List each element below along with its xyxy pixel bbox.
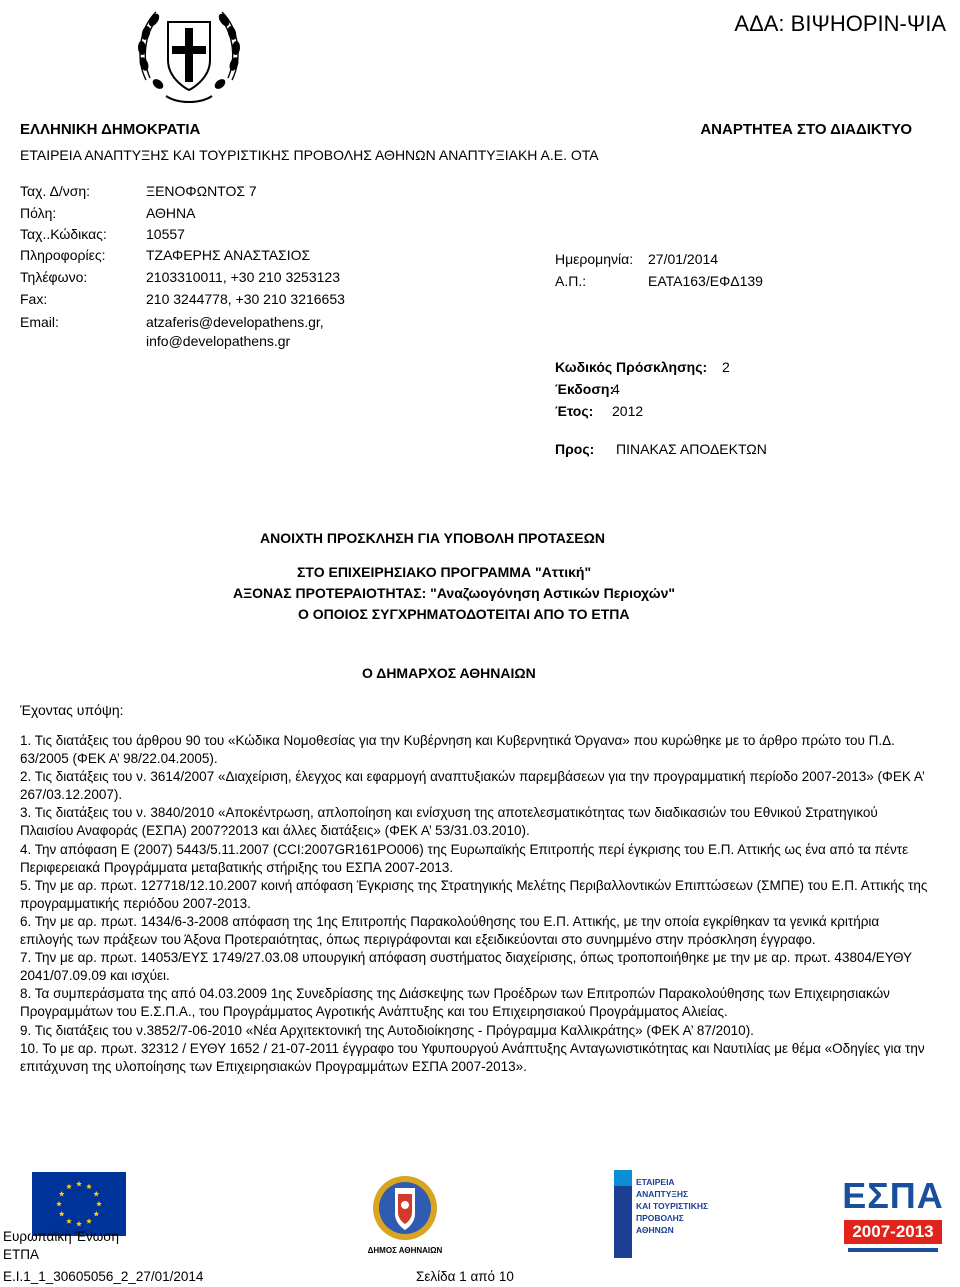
city-label: Πόλη:: [20, 205, 57, 221]
email-label: Email:: [20, 314, 59, 330]
recipient-value: ΠΙΝΑΚΑΣ ΑΠΟΔΕΚΤΩΝ: [616, 441, 767, 457]
address-value: ΞΕΝΟΦΩΝΤΟΣ 7: [146, 183, 257, 199]
ada-identifier: ΑΔΑ: ΒΙΨΗΟΡΙΝ-ΨΙΑ: [734, 11, 946, 36]
etpa-label: ΕΤΠΑ: [3, 1247, 40, 1262]
info-value: ΤΖΑΦΕΡΗΣ ΑΝΑΣΤΑΣΙΟΣ: [146, 247, 311, 263]
year-label: Έτος:: [555, 403, 594, 419]
announcement-line-3: ΑΞΟΝΑΣ ΠΡΟΤΕΡΑΙΟΤΗΤΑΣ: "Αναζωογόνηση Αστικών Περιοχών": [233, 585, 676, 601]
dev-logo-line-5: ΑΘΗΝΩΝ: [636, 1225, 674, 1235]
list-item: 2. Τις διατάξεις του ν. 3614/2007 «Διαχείριση, έλεγχος και εφαρμογή αναπτυξιακών παρεμβάσεων για την προγραμματική περίοδο 2007-2013» (ΦΕΚ Α’ 267/03.12.2007).: [20, 769, 925, 803]
athens-municipality-logo: [362, 1170, 448, 1258]
fax-label: Fax:: [20, 291, 48, 307]
document-code: Ε.Ι.1_1_30605056_2_27/01/2014: [3, 1269, 204, 1284]
mayor-heading: Ο ΔΗΜΑΡΧΟΣ ΑΘΗΝΑΙΩΝ: [362, 665, 536, 681]
eu-label: Ευρωπαϊκή Ένωση: [3, 1229, 120, 1244]
list-item: 10. Το με αρ. πρωτ. 32312 / ΕΥΘΥ 1652 / 21-07-2011 έγγραφο του Υφυπουργού Ανάπτυξης Ανταγωνιστικότητας και Ναυτιλίας με θέμα «Οδηγίες για την επιτάχυνση της υλοποίησης των Επιχειρησιακών Προγραμμάτων ΕΣΠΑ 2007-2013».: [20, 1040, 925, 1074]
list-item: 7. Την με αρ. πρωτ. 14053/ΕΥΣ 1749/27.03.08 υπουργική απόφαση συστήματος διαχείρισης, όπως τροποποιήθηκε με την με αρ. πρωτ. 43804/ΕΥΘΥ 2041/07.09.09 και ισχύει.: [20, 950, 912, 984]
reference-value: ΕΑΤΑ163/ΕΦΔ139: [648, 273, 763, 289]
greek-coat-of-arms: [128, 0, 250, 112]
dev-logo-line-1: ΕΤΑΙΡΕΙΑ: [636, 1177, 675, 1187]
phone-label: Τηλέφωνο:: [20, 269, 88, 285]
list-item: 5. Την με αρ. πρωτ. 127718/12.10.2007 κοινή απόφαση Έγκρισης της Στρατηγικής Μελέτης Περιβαλλοντικών Επιπτώσεων (ΣΜΠΕ) του Ε.Π. Αττικής της προγραμματικής περιόδου 2007-2013.: [20, 877, 928, 911]
email-value-1: atzaferis@developathens.gr,: [146, 314, 324, 330]
considerations-list: [20, 732, 932, 1076]
eu-flag-logo: [32, 1172, 126, 1236]
publish-online-note: ΑΝΑΡΤΗΤΕΑ ΣΤΟ ΔΙΑΔΙΚΤΥΟ: [700, 121, 912, 138]
developathens-logo: [612, 1168, 718, 1260]
zip-label: Ταχ..Κώδικας:: [20, 226, 107, 242]
reference-label: Α.Π.:: [555, 273, 587, 289]
list-item: 6. Την με αρ. πρωτ. 1434/6-3-2008 απόφαση της 1ης Επιτροπής Παρακολούθησης του Ε.Π. Αττικής, με την οποία εγκρίθηκαν τα γενικά κριτήρια επιλογής των πράξεων του Άξονα Προτεραιότητας, όπως περιγράφονται και εξειδικεύονται στο συνημμένο στην πρόσκληση έγγραφο.: [20, 913, 880, 948]
phone-value: 2103310011, +30 210 3253123: [146, 269, 340, 285]
address-label: Ταχ. Δ/νση:: [20, 183, 91, 199]
page-number: Σελίδα 1 από 10: [416, 1269, 514, 1284]
info-label: Πληροφορίες:: [20, 247, 106, 263]
considering-label: Έχοντας υπόψη:: [20, 702, 124, 718]
email-value-2: info@developathens.gr: [146, 333, 291, 349]
list-item: 9. Τις διατάξεις του ν.3852/7-06-2010 «Νέα Αρχιτεκτονική της Αυτοδιοίκησης - Πρόγραμμα Καλλικράτης» (ΦΕΚ Α’ 87/2010).: [20, 1022, 754, 1038]
edition-value: 4: [612, 381, 620, 397]
announcement-line-4: Ο ΟΠΟΙΟΣ ΣΥΓΧΡΗΜΑΤΟΔΟΤΕΙΤΑΙ ΑΠΟ ΤΟ ΕΤΠΑ: [298, 606, 630, 622]
city-value: ΑΘΗΝΑ: [146, 205, 196, 221]
espa-logo-years: 2007-2013: [844, 1220, 942, 1244]
list-item: 8. Τα συμπεράσματα της από 04.03.2009 1ης Συνεδρίασης της Διάσκεψης των Προέδρων των Επιτροπών Παρακολούθησης των Επιχειρησιακών Προγραμμάτων του Ε.Σ.Π.Α., του Προγράμματος Αγροτικής Ανάπτυξης και του Επιχειρησιακού Προγράμματος Αλιείας.: [20, 986, 890, 1020]
list-item: 1. Τις διατάξεις του άρθρου 90 του «Κώδικα Νομοθεσίας για την Κυβέρνηση και Κυβερνητικά Όργανα» που κυρώθηκε με το άρθρο πρώτο του Π.Δ. 63/2005 (ΦΕΚ Α’ 98/22.04.2005).: [20, 733, 895, 767]
list-item: 3. Τις διατάξεις του ν. 3840/2010 «Αποκέντρωση, απλοποίηση και ενίσχυση της αποτελεσματικότητας των διαδικασιών του Εθνικού Στρατηγικού Πλαισίου Αναφοράς (ΕΣΠΑ) 2007?2013 και άλλες διατάξεις» (ΦΕΚ Α’ 53/31.03.2010).: [20, 805, 878, 839]
announcement-line-1: ΑΝΟΙΧΤΗ ΠΡΟΣΚΛΗΣΗ ΓΙΑ ΥΠΟΒΟΛΗ ΠΡΟΤΑΣΕΩΝ: [260, 530, 605, 546]
dev-logo-line-2: ΑΝΑΠΤΥΞΗΣ: [636, 1189, 689, 1199]
government-name: ΕΛΛΗΝΙΚΗ ΔΗΜΟΚΡΑΤΙΑ: [20, 121, 201, 138]
athens-logo-text: ΔΗΜΟΣ ΑΘΗΝΑΙΩΝ: [367, 1246, 443, 1255]
espa-logo-stripe: [848, 1248, 938, 1252]
espa-logo-text: ΕΣΠΑ: [842, 1175, 944, 1216]
list-item: 4. Την απόφαση Ε (2007) 5443/5.11.2007 (CCI:2007GR161PO006) της Ευρωπαϊκής Επιτροπής περί έγκρισης του Ε.Π. Αττικής ως ένα από τα πέντε Περιφερειακά Προγράμματα μεταβατικής στήριξης του ΕΣΠΑ 2007-2013.: [20, 841, 909, 875]
edition-label: Έκδοση:: [555, 381, 615, 397]
call-code-value: 2: [722, 359, 730, 375]
announcement-line-2: ΣΤΟ ΕΠΙΧΕΙΡΗΣΙΑΚΟ ΠΡΟΓΡΑΜΜΑ "Αττική": [297, 564, 592, 580]
espa-logo: [838, 1170, 948, 1262]
call-code-label: Κωδικός Πρόσκλησης:: [555, 359, 708, 375]
company-name: ΕΤΑΙΡΕΙΑ ΑΝΑΠΤΥΞΗΣ ΚΑΙ ΤΟΥΡΙΣΤΙΚΗΣ ΠΡΟΒΟΛΗΣ ΑΘΗΝΩΝ ΑΝΑΠΤΥΞΙΑΚΗ Α.Ε. ΟΤΑ: [20, 147, 599, 163]
date-value: 27/01/2014: [648, 251, 719, 267]
date-label: Ημερομηνία:: [555, 251, 634, 267]
zip-value: 10557: [146, 226, 185, 242]
recipient-label: Προς:: [555, 441, 595, 457]
year-value: 2012: [612, 403, 644, 419]
dev-logo-line-4: ΠΡΟΒΟΛΗΣ: [636, 1213, 684, 1223]
dev-logo-line-3: ΚΑΙ ΤΟΥΡΙΣΤΙΚΗΣ: [636, 1201, 709, 1211]
fax-value: 210 3244778, +30 210 3216653: [146, 291, 345, 307]
